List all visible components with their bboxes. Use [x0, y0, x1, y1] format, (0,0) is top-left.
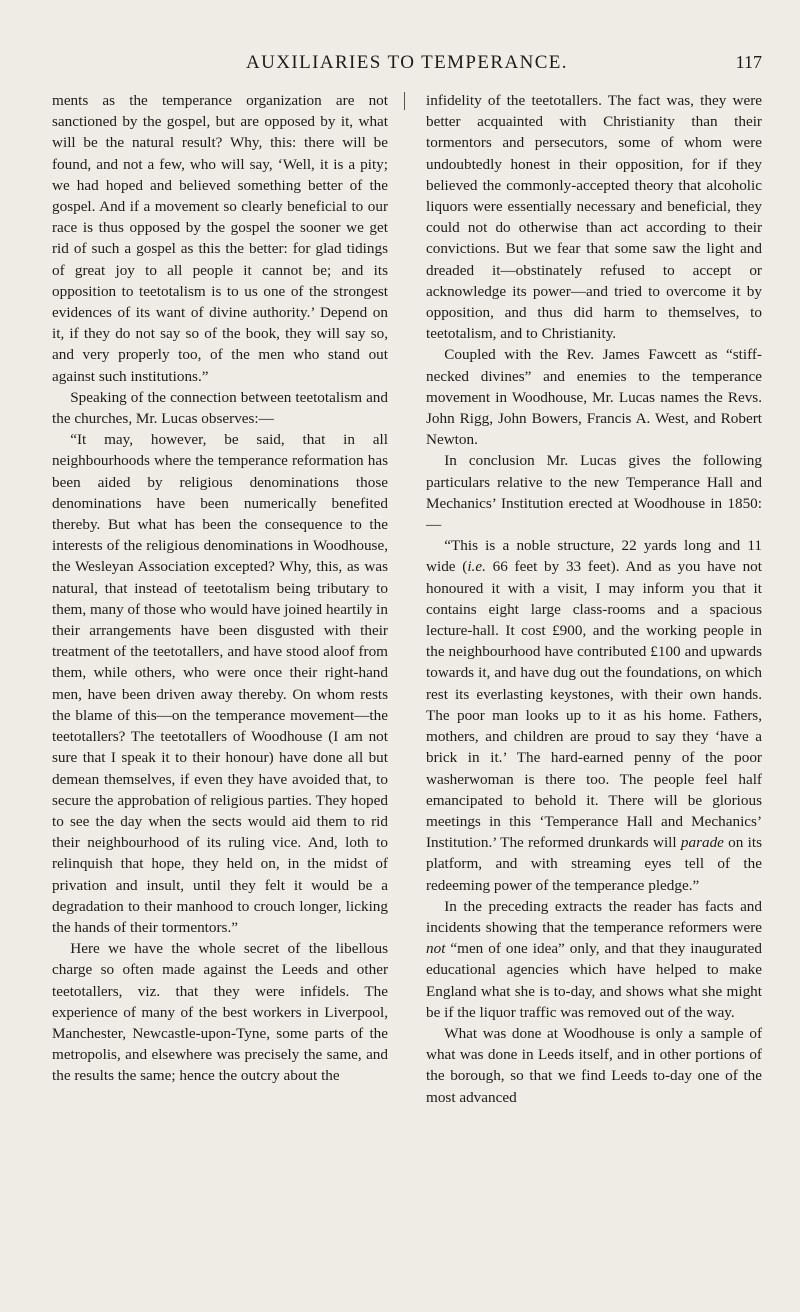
paragraph: Speaking of the connection between teetotalism and the churches, Mr. Lucas observes:—	[52, 388, 388, 428]
text-run: “men of one idea” only, and that they inaugurated educational agencies which have helped to make England what she is to-day, and shows what she might be if the liquor traffic was removed out of the way.	[426, 940, 762, 1021]
text-run: on its platform, and with streaming eyes tell of the redeeming power of the temperance pledge.”	[426, 834, 762, 894]
paragraph	[426, 896, 762, 1023]
page-number: 117	[735, 52, 762, 72]
right-column	[426, 90, 762, 1108]
paragraph: “It may, however, be said, that in all neighbourhoods where the temperance reformation has been aided by religious denominations those denominations have been numerically benefited thereby. But what has been the consequence to the interests of the religious denominations in Woodhouse, the Wesleyan Association excepted? Why, this, as was natural, that instead of teetotalism being tributary to them, many of those who would have joined heartily in their arrangements have been disgusted with their treatment of the teetotallers, and have stood aloof from them, while others, who were once their right-hand men, have been driven away thereby. On whom rests the blame of this—on the temperance movement—the teetotallers? The teetotallers of Woodhouse (I am not sure that I speak it to their honour) have done all but demean themselves, if even they have avoided that, to secure the approbation of religious parties. They hoped to see the day when the sects would aid them to rid their neighbourhood of its ruling vice. And, loth to relinquish that hope, they held on, in the midst of privation and insult, until they felt it would be a degradation to their manhood to crouch longer, licking the hands of their tormentors.”	[52, 431, 388, 936]
paragraph: ments as the temperance organization are not sanctioned by the gospel, but are opposed by it, what will be the natural result? Why, this: there will be found, and not a few, who will say, ‘Well, it is a pity; we had hoped and believed something better of the gospel. And if a movement so clearly beneficial to our race is thus opposed by the gospel the sooner we get rid of such a gospel as this the better: for glad tidings of great joy to all people it cannot be; and its opposition to teetotalism is to us one of the strongest evidences of its want of divine authority.’ Depend on it, if they do not say so of the book, they will say so, and very properly too, of the men who stand out against such institutions.”	[52, 92, 388, 385]
paragraph: What was done at Woodhouse is only a sample of what was done in Leeds itself, and in other portions of the borough, so that we find Leeds to-day one of the most advanced	[426, 1024, 762, 1106]
paragraph	[426, 535, 762, 895]
paragraph: In conclusion Mr. Lucas gives the following particulars relative to the new Temperance Hall and Mechanics’ Institution erected at Woodhouse in 1850:—	[426, 452, 762, 534]
text-run: “This is a noble structure, 22 yards long and 11 wide (	[426, 537, 762, 576]
paragraph: infidelity of the teetotallers. The fact was, they were better acquainted with Christianity than their tormentors and persecutors, some of whom were undoubtedly honest in their opposition, for if they believed the commonly-accepted theory that alcoholic liquors were essentially necessary and beneficial, they could not do otherwise than act according to their convictions. But we fear that some saw the light and dreaded it—obstinately refused to accept or acknowledge its power—and tried to overcome it by opposition, and thus did harm to themselves, to teetotalism, and to Christianity.	[426, 92, 762, 343]
italic-text: parade	[680, 834, 724, 852]
paragraph: Coupled with the Rev. James Fawcett as “stiff-necked divines” and enemies to the temperance movement in Woodhouse, Mr. Lucas names the Revs. John Rigg, John Bowers, Francis A. West, and Robert Newton.	[426, 346, 762, 449]
text-run: In the preceding extracts the reader has facts and incidents showing that the temperance reformers were	[426, 897, 762, 936]
italic-text: i.e.	[467, 558, 486, 576]
page-header	[52, 52, 762, 80]
column-divider	[404, 92, 405, 110]
left-column	[52, 90, 388, 1087]
running-title: AUXILIARIES TO TEMPERANCE.	[246, 52, 568, 73]
italic-text: not	[426, 940, 446, 958]
paragraph: Here we have the whole secret of the libellous charge so often made against the Leeds and other teetotallers, viz. that they were infidels. The experience of many of the best workers in Liverpool, Manchester, Newcastle-upon-Tyne, some parts of the metropolis, and elsewhere was precisely the same, and the results the same; hence the outcry about the	[52, 940, 388, 1085]
text-run: 66 feet by 33 feet). And as you have not honoured it with a visit, I may inform you that it contains eight large class-rooms and a spacious lecture-hall. It cost £900, and the working people in the neighbourhood have contributed £100 and upwards towards it, and have dug out the foundations, on which rest its everlasting keystones, with their own hands. The poor man looks up to it as his home. Fathers, mothers, and children are proud to say they ‘have a brick in it.’ The hard-earned penny of the poor washerwoman is there too. The people feel half emancipated to behold it. There will be glorious meetings in this ‘Temperance Hall and Mechanics’ Institution.’ The reformed drunkards will	[426, 558, 762, 852]
